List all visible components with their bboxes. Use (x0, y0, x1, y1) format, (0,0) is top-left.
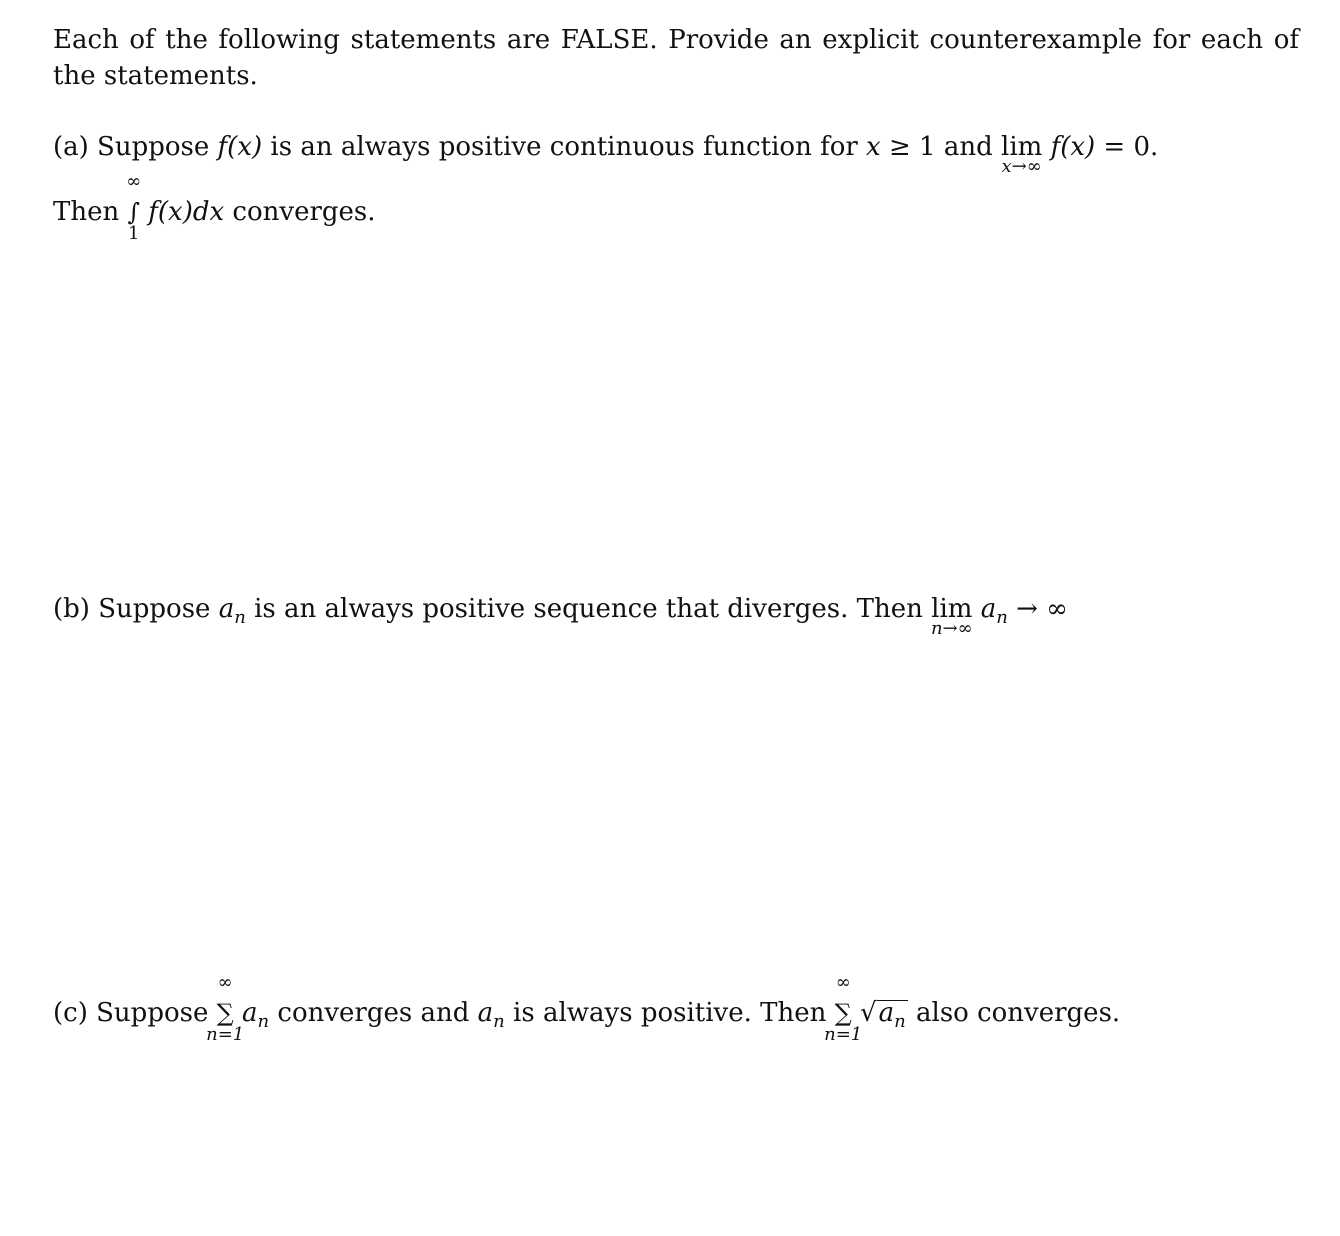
part-b-description: is an always positive sequence that diverges. Then (254, 594, 923, 624)
part-a-statement-line-2 (53, 171, 376, 244)
part-a-limit-word: lim (1001, 132, 1043, 162)
part-c-conclusion: also converges. (916, 998, 1121, 1028)
sum-1-sigma: ∑ (216, 999, 234, 1027)
part-c-series-term: a (242, 998, 258, 1028)
part-a-limit-subscript: x→∞ (1001, 156, 1042, 177)
part-a-conclusion: converges. (232, 197, 376, 227)
sum-2-lower-limit: n=1 (824, 1024, 863, 1045)
part-b-sequence-subscript: n (234, 607, 246, 628)
part-c-positive-then: is always positive. Then (513, 998, 827, 1028)
part-c-sum-1 (206, 972, 245, 1045)
radicand (877, 998, 908, 1032)
part-a-function-argument: (x) (227, 132, 263, 162)
part-b-limit (930, 592, 973, 639)
part-a-condition-variable: x (866, 132, 881, 162)
part-a-function-symbol: f (217, 132, 228, 162)
part-c-series-term-subscript: n (257, 1011, 270, 1032)
part-a-description: is an always positive continuous function for (270, 132, 858, 162)
part-a-statement-line-1 (53, 130, 1159, 177)
integral-upper-limit: ∞ (126, 171, 142, 192)
part-b-sequence: a (218, 594, 235, 624)
radical-sign: √ (860, 998, 877, 1028)
part-b-statement (53, 592, 1068, 639)
radicand-subscript: n (894, 1011, 906, 1032)
part-c-sum-2 (824, 972, 863, 1045)
part-b-limit-sequence-subscript: n (996, 607, 1008, 628)
part-c-converges-and: converges and (277, 998, 470, 1028)
part-c-term: a (477, 998, 494, 1028)
sum-1-lower-limit: n=1 (206, 1024, 245, 1045)
sum-1-upper-limit: ∞ (217, 972, 233, 993)
part-c-statement (53, 972, 1121, 1045)
part-b-limit-word: lim (931, 594, 973, 624)
part-a-limit-value: = 0. (1103, 132, 1159, 162)
part-a-label: (a) Suppose (53, 132, 210, 162)
part-a-limit-function: f (1050, 132, 1061, 162)
part-a-limit-argument: (x) (1060, 132, 1096, 162)
part-c-label: (c) Suppose (53, 998, 209, 1028)
part-a-limit (1001, 130, 1043, 177)
part-a-integrand: f(x)dx (148, 197, 225, 227)
part-b-limit-arrow: → ∞ (1016, 594, 1068, 624)
part-b-limit-subscript: n→∞ (930, 618, 973, 639)
radicand-term: a (878, 998, 895, 1028)
part-b-label: (b) Suppose (53, 594, 211, 624)
integral-sign: ∫ (127, 198, 140, 226)
sum-2-sigma: ∑ (834, 999, 852, 1027)
part-a-condition: ≥ 1 and (888, 132, 993, 162)
part-c-square-root (860, 996, 908, 1030)
sum-2-upper-limit: ∞ (835, 972, 851, 993)
integral-lower-limit: 1 (128, 223, 140, 244)
instructions-paragraph: Each of the following statements are FALSE. Provide an explicit counterexample for each of the statements. (53, 25, 1299, 91)
part-c-term-subscript: n (493, 1011, 505, 1032)
part-a-then: Then (53, 197, 120, 227)
part-a-integral (126, 171, 142, 244)
part-b-limit-sequence: a (980, 594, 997, 624)
